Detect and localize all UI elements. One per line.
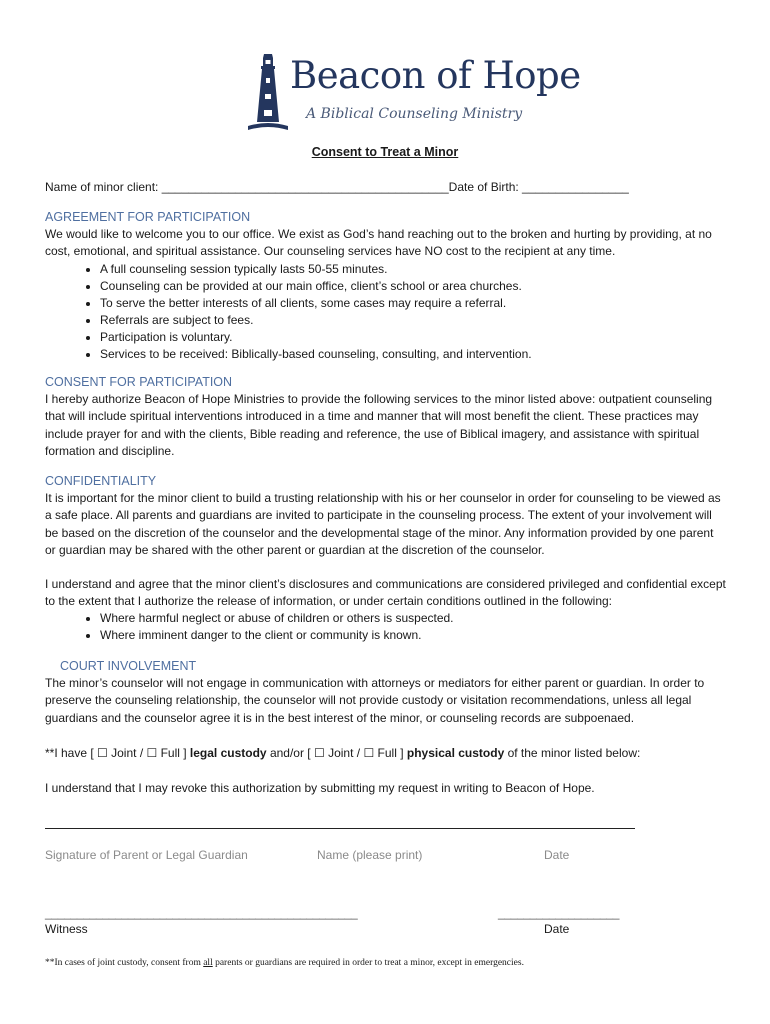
consent-heading: CONSENT FOR PARTICIPATION — [45, 375, 233, 389]
witness-blank[interactable]: _________________________________________________ — [45, 906, 358, 920]
document-title: Consent to Treat a Minor — [311, 145, 459, 159]
full-physical-checkbox[interactable]: ☐ — [363, 746, 375, 760]
legal-custody-label: legal custody — [189, 746, 267, 760]
list-item: • Where imminent danger to the client or community is known. — [100, 627, 454, 644]
confidentiality-bullets — [0, 610, 454, 644]
list-item: • Where harmful neglect or abuse of children or others is suspected. — [100, 610, 454, 627]
joint-physical-checkbox[interactable]: ☐ — [313, 746, 325, 760]
joint-legal-checkbox[interactable]: ☐ — [97, 746, 108, 760]
confidentiality-paragraph-1: It is important for the minor client to build a trusting relationship with his or her counselor in order for counseling to be viewed as a safe place. All parents and guardians are invited to participate in the counseling process. The extent of your involvement will be based on the discretion of the counselor and the developmental stage of the minor. Any information provided by one parent or guardian may be shared with the other parent or guardian at the discretion of the counselor. — [45, 491, 721, 557]
list-item: • Services to be received: Biblically-based counseling, consulting, and intervention. — [100, 346, 532, 363]
lighthouse-icon — [246, 50, 290, 132]
signature-line[interactable] — [45, 828, 635, 829]
agreement-bullets — [0, 261, 532, 363]
signature-label: Signature of Parent or Legal Guardian — [45, 848, 248, 862]
list-item: • To serve the better interests of all clients, some cases may require a referral. — [100, 295, 532, 312]
list-item: • Counseling can be provided at our main office, client’s school or area churches. — [100, 278, 532, 295]
consent-paragraph: I hereby authorize Beacon of Hope Ministries to provide the following services to the minor listed above: outpatient counseling that will include spiritual interventions introduced in a time and manner that will most benefit the client. These practices may include prayer for and with the clients, Bible reading and reference, the use of Biblical imagery, and assistance with spiritual formation and discipline. — [45, 392, 713, 458]
custody-line: **I have [ ☐ Joint / ☐ Full ] legal custody and/or [ ☐ Joint / ☐ Full ] physical custody of the minor listed below: — [45, 746, 641, 760]
logo-tagline: A Biblical Counseling Ministry — [306, 106, 523, 122]
list-item: • A full counseling session typically lasts 50-55 minutes. — [100, 261, 532, 278]
signature-date-label: Date — [544, 848, 570, 862]
revoke-statement: I understand that I may revoke this authorization by submitting my request in writing to Beacon of Hope. — [45, 781, 595, 795]
confidentiality-heading: CONFIDENTIALITY — [45, 474, 157, 488]
physical-custody-label: physical custody — [406, 746, 505, 760]
logo-title: Beacon of Hope — [290, 54, 581, 97]
court-heading: COURT INVOLVEMENT — [60, 659, 197, 673]
agreement-paragraph: We would like to welcome you to our office. We exist as God’s hand reaching out to the broken and hurting by providing, at no cost, emotional, and spiritual assistance. Our counseling services have NO cost to the recipient at any time. — [45, 227, 712, 259]
footnote: **In cases of joint custody, consent from all parents or guardians are required in order to treat a minor, except in emergencies. — [45, 958, 524, 968]
print-name-label: Name (please print) — [317, 848, 423, 862]
full-legal-checkbox[interactable]: ☐ — [146, 746, 158, 760]
logo — [246, 50, 581, 132]
list-item: • Participation is voluntary. — [100, 329, 532, 346]
list-item: • Referrals are subject to fees. — [100, 312, 532, 329]
court-paragraph: The minor’s counselor will not engage in communication with attorneys or mediators for either parent or guardian. In order to preserve the counseling relationship, the counselor will not provide custody or visitation recommendations, unless all legal guardians and the counselor agree it is in the best interest of the minor, or counseling records are subpoenaed. — [45, 676, 705, 725]
agreement-heading: AGREEMENT FOR PARTICIPATION — [45, 210, 251, 224]
witness-date-blank[interactable]: ___________________ — [498, 906, 620, 920]
minor-name-dob-line: Name of minor client: ___________________________________________Date of Birth: ________________ — [45, 180, 629, 194]
witness-label: Witness — [45, 922, 88, 936]
confidentiality-paragraph-2: I understand and agree that the minor client’s disclosures and communications are considered privileged and confidential except to the extent that I authorize the release of information, or under certain conditions outlined in the following: — [45, 577, 726, 609]
witness-date-label: Date — [544, 922, 570, 936]
